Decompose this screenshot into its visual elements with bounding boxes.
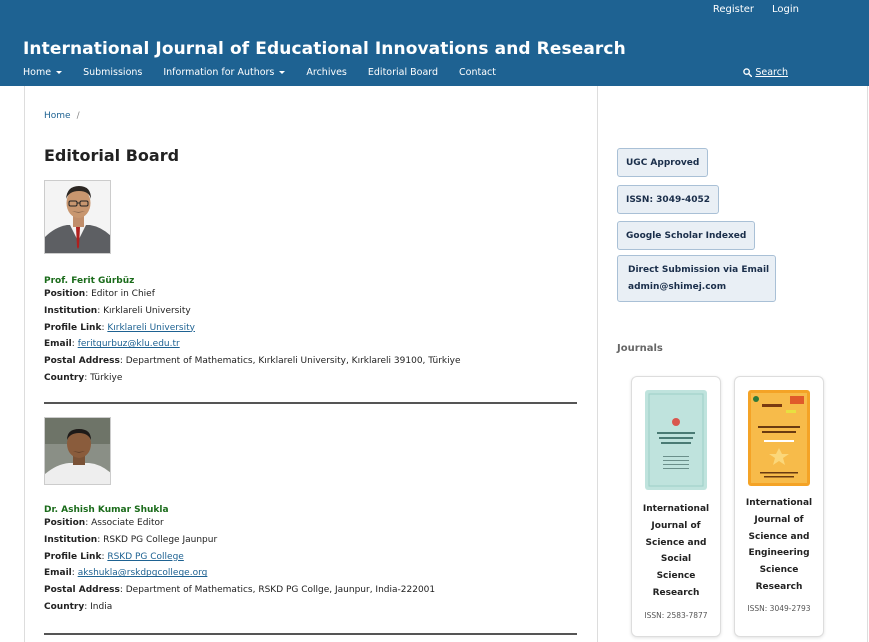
journals-heading: Journals	[617, 343, 663, 354]
journal-cover	[645, 390, 707, 490]
journal-cover	[748, 390, 810, 486]
site-title[interactable]: International Journal of Educational Innovations and Research	[23, 39, 626, 59]
nav-info-authors[interactable]	[163, 67, 285, 78]
search-label: Search	[755, 67, 788, 78]
member-photo	[44, 417, 111, 485]
member-profile-link: Profile Link: Kırklareli University	[44, 322, 195, 333]
divider	[44, 633, 577, 635]
nav-submissions[interactable]: Submissions	[83, 67, 143, 78]
email-link[interactable]: akshukla@rskdpgcollege.org	[77, 568, 208, 579]
login-link[interactable]: Login	[772, 4, 799, 15]
site-header	[0, 0, 869, 86]
member-email: Email: feritgurbuz@klu.edu.tr	[44, 339, 180, 350]
journal-issn: ISSN: 2583-7877	[644, 611, 708, 620]
nav-archives[interactable]: Archives	[306, 67, 347, 78]
issn-badge[interactable]: ISSN: 3049-4052	[617, 185, 719, 214]
search-button[interactable]	[743, 67, 788, 78]
journal-issn: ISSN: 3049-2793	[747, 604, 811, 613]
main-nav	[23, 67, 517, 78]
profile-link[interactable]: Kırklareli University	[107, 322, 195, 333]
journal-title[interactable]: International Journal of Science and Engineering Science Research	[745, 498, 813, 592]
direct-submission-badge[interactable]	[617, 255, 776, 302]
email-link[interactable]: feritgurbuz@klu.edu.tr	[77, 339, 180, 350]
search-icon	[743, 68, 752, 77]
divider	[44, 402, 577, 404]
register-link[interactable]: Register	[712, 4, 755, 15]
member-postal-address: Postal Address: Department of Mathematics, RSKD PG Collge, Jaunpur, India-222001	[44, 585, 436, 596]
journal-card[interactable]	[734, 376, 824, 637]
nav-home-label: Home	[23, 67, 52, 78]
member-institution: Institution: RSKD PG College Jaunpur	[44, 534, 218, 545]
google-scholar-badge[interactable]: Google Scholar Indexed	[617, 221, 755, 250]
profile-link[interactable]: RSKD PG College	[107, 551, 184, 562]
journal-card[interactable]	[631, 376, 721, 637]
chevron-down-icon	[56, 71, 62, 74]
board-member	[44, 417, 577, 616]
member-position: Position: Editor in Chief	[44, 289, 155, 299]
journal-title[interactable]: International Journal of Science and Social Science Research	[642, 504, 710, 598]
member-name: Prof. Ferit Gürbüz	[44, 276, 135, 286]
page-title: Editorial Board	[44, 146, 180, 165]
breadcrumb	[44, 111, 80, 121]
nav-info-authors-label: Information for Authors	[163, 67, 275, 78]
member-country: Country: Türkiye	[44, 372, 123, 383]
submission-email: admin@shimej.com	[628, 281, 727, 292]
member-position: Position: Associate Editor	[44, 518, 164, 528]
ugc-approved-badge[interactable]: UGC Approved	[617, 148, 708, 177]
breadcrumb-separator: /	[76, 111, 80, 121]
board-member	[44, 180, 577, 387]
nav-editorial-board[interactable]: Editorial Board	[367, 67, 439, 78]
user-nav	[713, 4, 799, 15]
member-institution: Institution: Kırklareli University	[44, 305, 191, 316]
nav-contact[interactable]: Contact	[459, 67, 497, 78]
member-photo	[44, 180, 111, 254]
member-country: Country: India	[44, 601, 113, 612]
member-name: Dr. Ashish Kumar Shukla	[44, 505, 169, 515]
member-profile-link: Profile Link: RSKD PG College	[44, 551, 184, 562]
chevron-down-icon	[279, 71, 285, 74]
submission-label: Direct Submission via Email	[628, 264, 770, 275]
member-postal-address: Postal Address: Department of Mathematics, Kırklareli University, Kırklareli 39100, Türkiye	[44, 356, 461, 367]
member-email: Email: akshukla@rskdpgcollege.org	[44, 568, 208, 579]
breadcrumb-home[interactable]: Home	[44, 111, 71, 121]
nav-home[interactable]	[23, 67, 62, 78]
